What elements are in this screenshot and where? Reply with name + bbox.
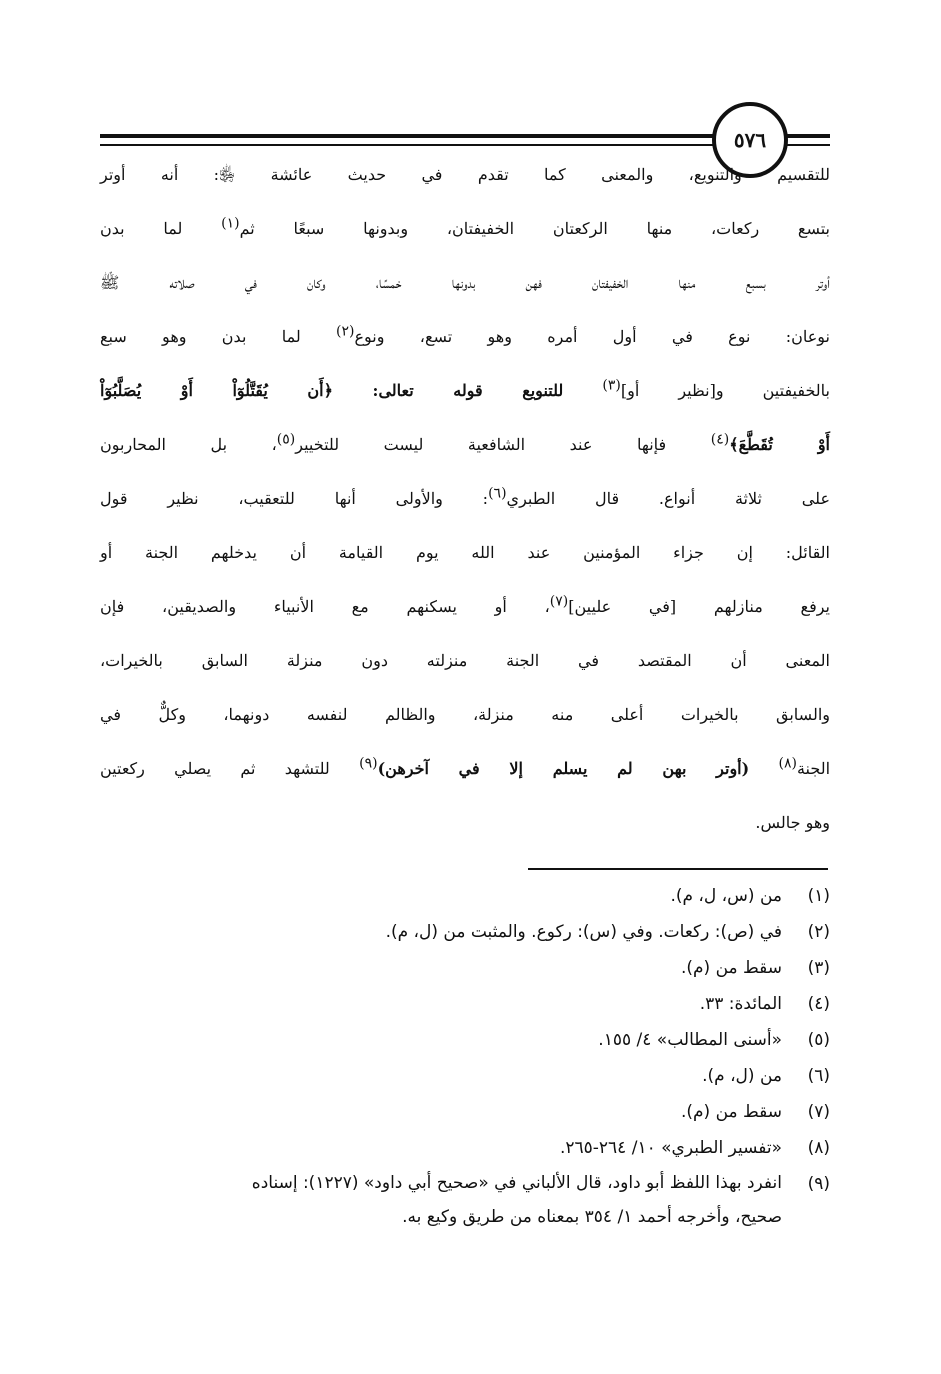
footnote-text: انفرد بهذا اللفظ أبو داود، قال الألباني في «صحيح أبي داود» (١٢٢٧): إسناده صحيح، وأخرجه أحمد ١/ ٣٥٤ بمعناه من طريق وكيع به. <box>251 1173 782 1227</box>
footnote-6 <box>100 1058 830 1094</box>
footnote-text: «أسنى المطالب» ٤/ ١٥٥. <box>598 1030 782 1050</box>
footnote-number: (٣) <box>807 958 830 978</box>
footnote-number: (١) <box>807 886 830 906</box>
footnote-number: (٤) <box>807 994 830 1014</box>
footnote-mark-7[interactable]: (٧) <box>549 593 569 610</box>
footnote-text: من (ل، م). <box>702 1066 782 1086</box>
text-line-12: الجنة(٨) (أوتر بهن لم يسلم إلا في آخرهن)(٩) للتشهد ثم يصلي ركعتين <box>100 755 831 778</box>
footnote-text: المائدة: ٣٣. <box>699 994 782 1014</box>
text-line-11: والسابق بالخيرات أعلى منه منزلة، والظالم لنفسه دونهما، وكلٌّ في <box>100 705 830 724</box>
footnote-text: سقط من (م). <box>680 958 782 978</box>
text-line-13: وهو جالس. <box>755 813 830 832</box>
footnote-text: سقط من (م). <box>680 1102 782 1122</box>
footnote-mark-2[interactable]: (٢) <box>336 323 355 340</box>
footnote-number: (٦) <box>807 1066 830 1086</box>
footnote-mark-3[interactable]: (٣) <box>602 377 621 394</box>
text-line-4: نوعان: نوع في أول أمره وهو تسع، ونوع(٢) لما بدن وهو سبع <box>100 323 830 346</box>
footnote-7 <box>100 1094 830 1130</box>
footnote-8 <box>100 1130 830 1166</box>
footnote-mark-1[interactable]: (١) <box>221 215 240 232</box>
footnote-4 <box>100 986 830 1022</box>
footnote-mark-4[interactable]: (٤) <box>710 431 730 448</box>
footnote-3 <box>100 950 830 986</box>
footnote-mark-5[interactable]: (٥) <box>276 431 296 448</box>
page-number: ٥٧٦ <box>733 128 767 152</box>
footnote-mark-9[interactable]: (٩) <box>359 755 378 772</box>
text-line-7: على ثلاثة أنواع. قال الطبري(٦): والأولى أنها للتعقيب، نظير قول <box>100 485 830 508</box>
footnote-number: (٢) <box>807 922 830 942</box>
footnote-mark-8[interactable]: (٨) <box>778 755 797 772</box>
footnote-text: «تفسير الطبري» ١٠/ ٢٦٤-٢٦٥. <box>559 1138 782 1158</box>
main-text <box>100 165 830 867</box>
text-line-8: القائل: إن جزاء المؤمنين عند الله يوم القيامة أن يدخلهم الجنة أو <box>100 543 830 562</box>
footnote-number: (٥) <box>807 1030 830 1050</box>
footnote-2 <box>100 914 830 950</box>
footnote-5 <box>100 1022 830 1058</box>
footnotes <box>100 878 830 1234</box>
footnote-9 <box>100 1166 830 1234</box>
text-line-5: بالخفيفتين و[نظير أو](٣) للتنويع قوله تعالى: ﴿أَن يُقَتَّلُوٓاْ أَوْ يُصَلَّبُوٓاْ <box>100 377 831 400</box>
footnote-number: (٧) <box>807 1102 830 1122</box>
footnote-number: (٩) <box>807 1174 830 1194</box>
text-line-2: بتسع ركعات، منها الركعتان الخفيفتان، وبدونها سبعًا ثم(١) لما بدن <box>100 215 831 238</box>
text-line-1: للتقسيم والتنويع، والمعنى كما تقدم في حديث عائشة ﵂: أنه أوتر <box>100 165 830 184</box>
footnote-text: من (س، ل، م). <box>670 886 782 906</box>
footnote-number: (٨) <box>807 1138 830 1158</box>
footnote-separator <box>528 868 828 870</box>
text-line-6: أَوْ تُقَطَّعَ﴾(٤) فإنها عند الشافعية ليست للتخيير(٥)، بل المحاربون <box>100 431 830 454</box>
text-line-9: يرفع منازلهم [في عليين](٧)، أو يسكنهم مع الأنبياء والصديقين، فإن <box>100 593 830 616</box>
text-line-10: المعنى أن المقتصد في الجنة منزلته دون منزلة السابق بالخيرات، <box>100 651 830 670</box>
text-line-3: أوتر بسبع منها الخفيفتان فهن بدونها خمسًا، وكان في صلاته ﷺ <box>100 273 830 292</box>
footnote-mark-6[interactable]: (٦) <box>488 485 507 502</box>
footnote-1 <box>100 878 830 914</box>
footnote-text: في (ص): ركعات. وفي (س): ركوع. والمثبت من (ل، م). <box>385 922 782 942</box>
